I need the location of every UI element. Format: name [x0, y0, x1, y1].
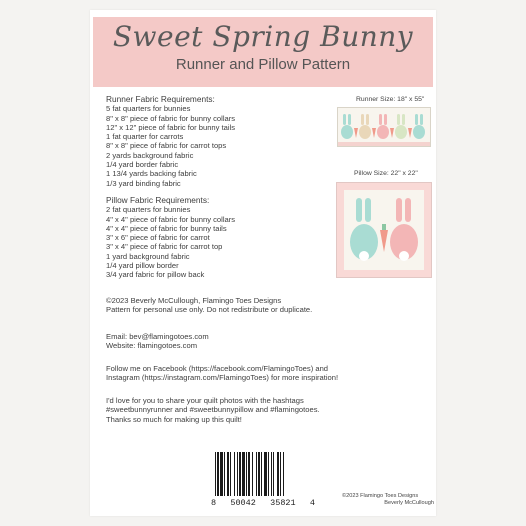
usage-line: Pattern for personal use only. Do not redistribute or duplicate.: [106, 305, 313, 315]
bunny-shape: [359, 114, 371, 139]
list-item: 1/4 yard border fabric: [106, 160, 179, 170]
barcode-bar: [215, 452, 216, 496]
barcode-bar: [234, 452, 235, 496]
barcode-bar: [227, 452, 229, 496]
list-item: 1 fat quarter for carrots: [106, 132, 184, 142]
social-line: Instagram (https://instagram.com/FlamingoToes) for more inspiration!: [106, 373, 339, 383]
social-block: [106, 364, 338, 383]
pattern-title: Sweet Spring Bunny: [112, 20, 414, 53]
list-item: 3" x 6" piece of fabric for carrot: [106, 233, 210, 243]
list-item: 1/4 yard pillow border: [106, 261, 179, 271]
barcode-bar: [230, 452, 231, 496]
list-item: 3/4 yard fabric for pillow back: [106, 270, 205, 280]
copyright-block: [106, 296, 312, 315]
barcode-bar: [261, 452, 262, 496]
runner-requirements: [106, 95, 235, 188]
barcode-bar: [268, 452, 269, 496]
list-item: 8" x 8" piece of fabric for carrot tops: [106, 141, 227, 151]
barcode-bar: [264, 452, 267, 496]
list-item: 5 fat quarters for bunnies: [106, 104, 191, 114]
barcode-bar: [242, 452, 245, 496]
hashtag-line: #sweetbunnyrunner and #sweetbunnypillow and #flamingotoes.: [106, 405, 320, 415]
barcode-bar: [280, 452, 281, 496]
barcode-bar: [224, 452, 225, 496]
runner-image: [337, 107, 431, 147]
list-item: 1/3 yard binding fabric: [106, 178, 181, 188]
barcode-bar: [220, 452, 223, 496]
barcode-bar: [258, 452, 260, 496]
hashtag-block: [106, 396, 320, 424]
footer-line: ©2023 Flamingo Toes Designs: [342, 493, 419, 499]
hashtag-line: I'd love for you to share your quilt photos with the hashtags: [106, 396, 304, 405]
bunny-shape: [395, 114, 407, 139]
list-item: 4" x 4" piece of fabric for bunny collars: [106, 214, 236, 224]
barcode-bar: [277, 452, 279, 496]
social-line: Follow me on Facebook (https://facebook.com/FlamingoToes) and: [106, 364, 329, 373]
bunny-shape: [341, 114, 353, 139]
bunny-shape: [377, 114, 389, 139]
email-text: Email: bev@flamingotoes.com: [106, 332, 209, 341]
footer-credit: [342, 493, 434, 507]
list-item: 8" x 8" piece of fabric for bunny collars: [106, 113, 236, 123]
barcode-digit: 8: [211, 498, 217, 508]
runner-heading: Runner Fabric Requirements:: [106, 94, 215, 104]
barcode: [211, 452, 315, 502]
barcode-bar: [256, 452, 257, 496]
footer-line: Beverly McCullough: [384, 500, 434, 506]
barcode-bar: [239, 452, 241, 496]
barcode-bars: [211, 452, 315, 496]
website-text: Website: flamingotoes.com: [106, 341, 198, 351]
barcode-digit: 50042: [230, 498, 256, 508]
barcode-bar: [273, 452, 274, 496]
list-item: 1 13/4 yards backing fabric: [106, 169, 197, 179]
barcode-bar: [271, 452, 272, 496]
copyright-line: ©2023 Beverly McCullough, Flamingo Toes Designs: [106, 296, 282, 305]
runner-illustration: [338, 108, 430, 146]
bunny-shape: [390, 198, 418, 260]
list-item: 2 yards background fabric: [106, 150, 194, 160]
barcode-bar: [237, 452, 238, 496]
list-item: 4" x 4" piece of fabric for bunny tails: [106, 223, 227, 233]
pillow-requirements: [106, 196, 235, 280]
barcode-bar: [252, 452, 253, 496]
list-item: 12" x 12" piece of fabric for bunny tails: [106, 122, 236, 132]
barcode-bar: [283, 452, 284, 496]
pillow-center: [344, 190, 424, 270]
bunny-shape: [413, 114, 425, 139]
hashtag-line: Thanks so much for making up this quilt!: [106, 414, 242, 424]
list-item: 2 fat quarters for bunnies: [106, 205, 191, 215]
list-item: 3" x 4" piece of fabric for carrot top: [106, 242, 223, 252]
pillow-illustration: [344, 190, 424, 270]
barcode-number: [211, 498, 315, 508]
pillow-image: [336, 182, 432, 278]
pillow-size-caption: Pillow Size: 22" x 22": [354, 170, 418, 177]
pillow-heading: Pillow Fabric Requirements:: [106, 195, 210, 205]
runner-size-caption: Runner Size: 18" x 55": [356, 96, 425, 103]
barcode-bar: [248, 452, 250, 496]
barcode-bar: [246, 452, 247, 496]
pattern-subtitle: Runner and Pillow Pattern: [175, 56, 351, 73]
barcode-digit: 35821: [270, 498, 296, 508]
barcode-bar: [217, 452, 219, 496]
barcode-digit: 4: [309, 498, 315, 508]
contact-block: [106, 332, 209, 351]
list-item: 1 yard background fabric: [106, 251, 190, 261]
bunny-shape: [350, 198, 378, 260]
